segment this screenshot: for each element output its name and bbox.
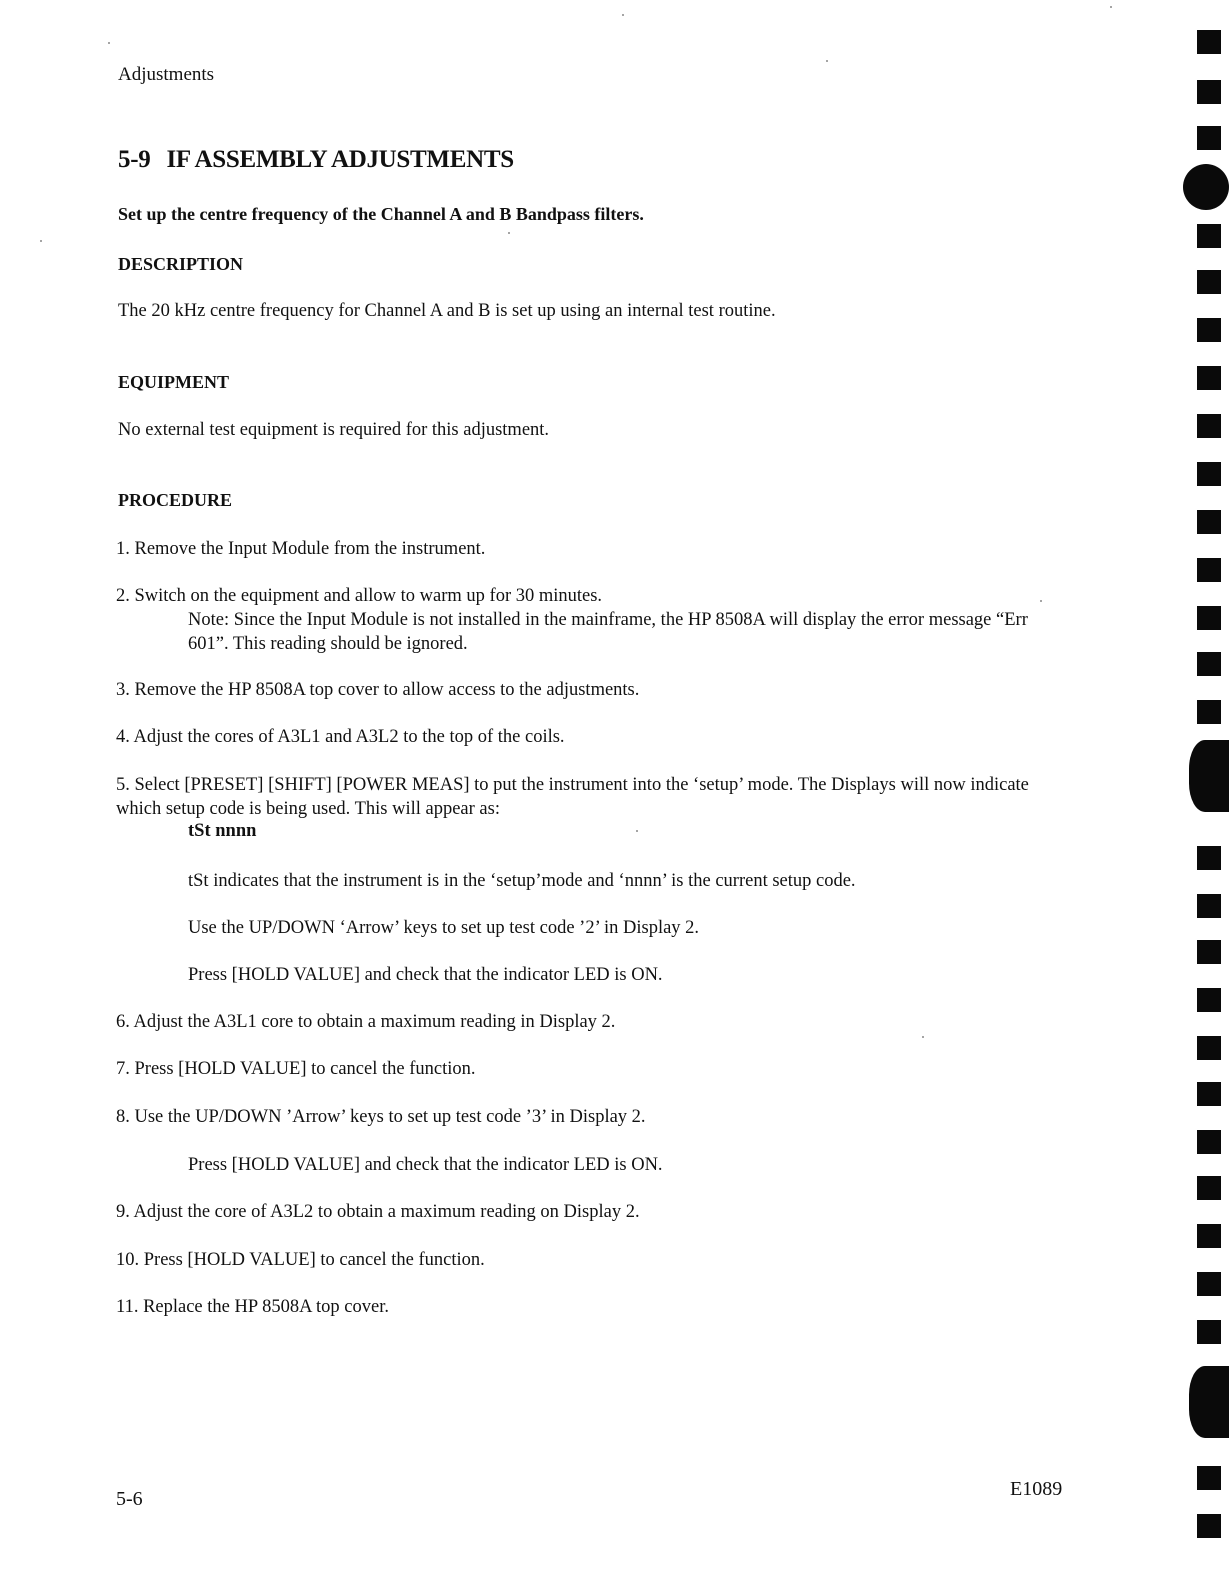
procedure-step-6: 6. Adjust the A3L1 core to obtain a maximum reading in Display 2.: [116, 1012, 616, 1032]
scan-speck: [1110, 6, 1112, 8]
procedure-step-5: 5. Select [PRESET] [SHIFT] [POWER MEAS] to put the instrument into the ‘setup’ mode. The Displays will now indicate which setup code is being used. This will appear as:: [116, 775, 1029, 819]
scan-speck: [922, 1036, 924, 1038]
scan-speck: [108, 42, 110, 44]
description-text: The 20 kHz centre frequency for Channel A and B is set up using an internal test routine.: [118, 301, 776, 321]
binding-hole: [1197, 894, 1221, 918]
binding-hole: [1197, 510, 1221, 534]
binding-hole: [1197, 1130, 1221, 1154]
binding-hole: [1197, 1514, 1221, 1538]
scan-speck: [40, 240, 42, 242]
procedure-step-10: 10. Press [HOLD VALUE] to cancel the function.: [116, 1250, 485, 1270]
binding-hole: [1197, 1036, 1221, 1060]
binding-hole: [1197, 1272, 1221, 1296]
section-title: [118, 146, 514, 174]
description-heading: DESCRIPTION: [118, 254, 244, 274]
binding-hole: [1197, 462, 1221, 486]
binding-hole: [1197, 1320, 1221, 1344]
binding-hole: [1197, 940, 1221, 964]
procedure-heading: PROCEDURE: [118, 490, 233, 510]
binding-hole: [1197, 1224, 1221, 1248]
running-header: Adjustments: [118, 64, 215, 85]
scan-speck: [636, 830, 638, 832]
binding-hole: [1197, 846, 1221, 870]
binding-hole: [1197, 1466, 1221, 1490]
binding-hole: [1197, 126, 1221, 150]
procedure-step-8: 8. Use the UP/DOWN ’Arrow’ keys to set up test code ’3’ in Display 2.: [116, 1107, 646, 1127]
binding-hole: [1197, 414, 1221, 438]
binding-hole: [1197, 270, 1221, 294]
procedure-step-2: 2. Switch on the equipment and allow to warm up for 30 minutes.: [116, 586, 603, 606]
binding-hole: [1197, 558, 1221, 582]
binding-hole: [1197, 1176, 1221, 1200]
section-number: 5-9: [118, 146, 151, 173]
binding-hole: [1197, 224, 1221, 248]
binding-hole: [1197, 988, 1221, 1012]
procedure-step-5-arrow: Use the UP/DOWN ‘Arrow’ keys to set up test code ’2’ in Display 2.: [188, 918, 700, 938]
scan-speck: [1040, 600, 1042, 602]
binding-hole: [1197, 30, 1221, 54]
document-code: E1089: [1010, 1478, 1063, 1500]
procedure-step-2-note: Note: Since the Input Module is not installed in the mainframe, the HP 8508A will display the error message “Err 601”. This reading should be ignored.: [188, 610, 1028, 654]
binding-ring: [1189, 740, 1229, 812]
binding-ring: [1189, 1366, 1229, 1438]
procedure-step-5-hold: Press [HOLD VALUE] and check that the indicator LED is ON.: [188, 965, 663, 985]
procedure-step-7: 7. Press [HOLD VALUE] to cancel the function.: [116, 1059, 476, 1079]
binding-ring: [1183, 164, 1229, 210]
page-number: 5-6: [116, 1488, 143, 1510]
binding-hole: [1197, 606, 1221, 630]
procedure-step-5-explain: tSt indicates that the instrument is in the ‘setup’mode and ‘nnnn’ is the current setup code.: [188, 871, 856, 891]
procedure-step-9: 9. Adjust the core of A3L2 to obtain a maximum reading on Display 2.: [116, 1202, 640, 1222]
procedure-step-3: 3. Remove the HP 8508A top cover to allow access to the adjustments.: [116, 680, 640, 700]
binding-hole: [1197, 652, 1221, 676]
scan-speck: [508, 232, 510, 234]
scan-speck: [622, 14, 624, 16]
scan-speck: [826, 60, 828, 62]
procedure-step-1: 1. Remove the Input Module from the instrument.: [116, 539, 486, 559]
binding-hole: [1197, 318, 1221, 342]
procedure-step-8-hold: Press [HOLD VALUE] and check that the indicator LED is ON.: [188, 1155, 663, 1175]
section-title-text: IF ASSEMBLY ADJUSTMENTS: [166, 146, 514, 173]
section-lead: Set up the centre frequency of the Channel A and B Bandpass filters.: [118, 204, 644, 224]
equipment-heading: EQUIPMENT: [118, 372, 230, 392]
equipment-text: No external test equipment is required for this adjustment.: [118, 420, 550, 440]
binding-hole: [1197, 80, 1221, 104]
procedure-step-11: 11. Replace the HP 8508A top cover.: [116, 1297, 389, 1317]
binding-hole: [1197, 366, 1221, 390]
setup-code-display: tSt nnnn: [188, 821, 257, 841]
binding-hole: [1197, 1082, 1221, 1106]
procedure-step-4: 4. Adjust the cores of A3L1 and A3L2 to the top of the coils.: [116, 727, 565, 747]
binding-hole: [1197, 700, 1221, 724]
